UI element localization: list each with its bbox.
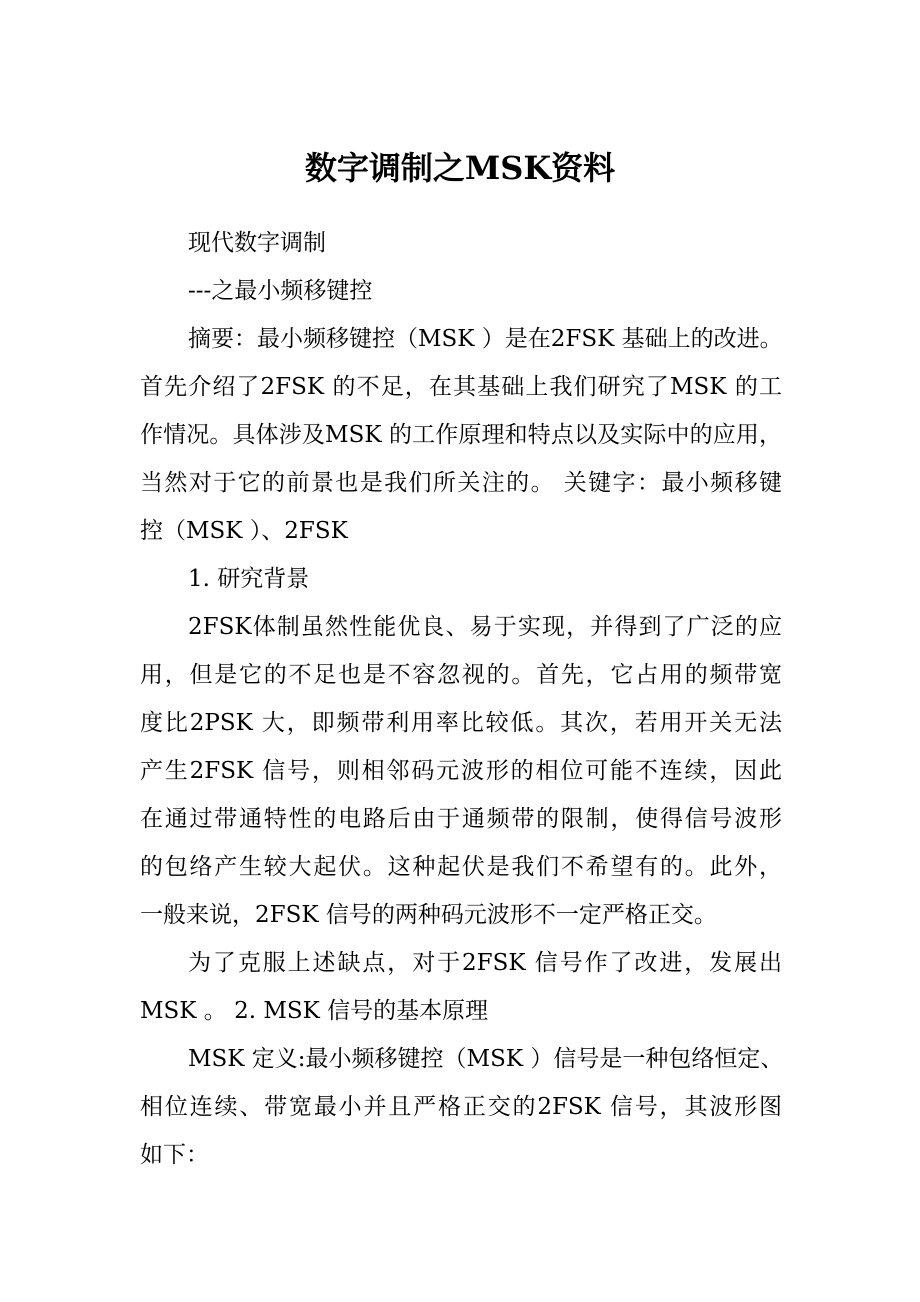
text-line: MSK 定义:最小频移键控（MSK ）信号是一种包络恒定、 [188,1046,784,1072]
text-line: 2FSK体制虽然性能优良、易于实现，并得到了广泛的应 [188,614,782,640]
document-body [140,219,782,1179]
text-line: MSK 。 2. MSK 信号的基本原理 [140,998,489,1024]
text-line: 1. 研究背景 [188,566,310,592]
text-line: ---之最小频移键控 [188,278,373,304]
text-line: 用，但是它的不足也是不容忽视的。首先，它占用的频带宽 [140,662,782,688]
text-line: 一般来说，2FSK 信号的两种码元波形不一定严格正交。 [140,902,717,928]
text-line: 相位连续、带宽最小并且严格正交的2FSK 信号，其波形图 [140,1094,782,1120]
text-line: 作情况。具体涉及MSK 的工作原理和特点以及实际中的应用， [140,422,782,448]
text-line: 现代数字调制 [188,230,326,256]
text-line: 摘要：最小频移键控（MSK ）是在2FSK 基础上的改进。 [188,326,783,352]
text-line: 度比2PSK 大，即频带利用率比较低。其次，若用开关无法 [140,710,782,736]
text-line: 首先介绍了2FSK 的不足，在其基础上我们研究了MSK 的工 [140,374,782,400]
text-line: 当然对于它的前景也是我们所关注的。 关键字：最小频移键 [140,470,782,496]
text-line: 如下： [140,1142,209,1168]
text-line: 在通过带通特性的电路后由于通频带的限制，使得信号波形 [140,806,782,832]
document-title: 数字调制之MSK资料 [304,149,616,187]
text-line: 为了克服上述缺点，对于2FSK 信号作了改进，发展出 [188,950,782,976]
text-line: 控（MSK ）、2FSK [140,518,348,544]
text-line: 的包络产生较大起伏。这种起伏是我们不希望有的。此外， [140,854,782,880]
text-line: 产生2FSK 信号，则相邻码元波形的相位可能不连续，因此 [140,758,782,784]
